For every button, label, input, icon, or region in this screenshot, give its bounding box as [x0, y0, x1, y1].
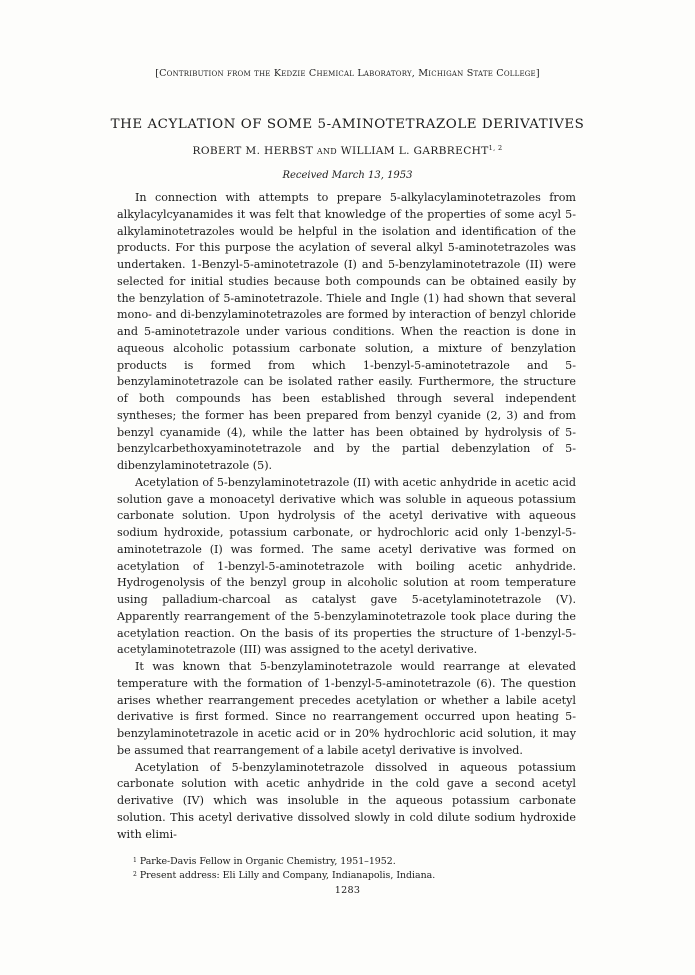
article-title: THE ACYLATION OF SOME 5-AMINOTETRAZOLE DERIVATIVES	[110, 117, 585, 132]
paragraph-2: Acetylation of 5-benzylaminotetrazole (II) with acetic anhydride in acetic acid solution gave a monoacetyl derivative which was soluble in aqueous potassium carbonate solution. Upon hydrolysis of the acetyl derivative with aqueous sodium hydroxide, potassium carbonate, or hydrochloric acid only 1-benzyl-5-aminotetrazole (I) was formed. The same acetyl derivative was formed on acetylation of 1-benzyl-5-aminotetrazole with boiling acetic anhydride. Hydrogenolysis of the benzyl group in alcoholic solution at room temperature using palladium-charcoal as catalyst gave 5-acetylaminotetrazole (V). Apparently rearrangement of the 5-benzylaminotetrazole took place during the acetylation reaction. On the basis of its properties the structure of 1-benzyl-5-acetylaminotetrazole (III) was assigned to the acetyl derivative.	[117, 475, 576, 657]
paragraph-4: Acetylation of 5-benzylaminotetrazole dissolved in aqueous potassium carbonate solution with acetic anhydride in the cold gave a second acetyl derivative (IV) which was insoluble in the aqueous potassium carbonate solution. This acetyl derivative dissolved slowly in cold dilute sodium hydroxide with elimi-	[117, 760, 576, 841]
page-number: 1283	[334, 885, 361, 896]
author-conjunction: AND	[316, 147, 337, 156]
footnote-1	[117, 855, 576, 869]
author-garbrecht: WILLIAM L. GARBRECHT	[340, 145, 489, 157]
footnote-text: Parke-Davis Fellow in Organic Chemistry, 1951–1952.	[139, 856, 396, 867]
footnote-mark: 2	[133, 871, 137, 878]
author-herbst: ROBERT M. HERBST	[192, 145, 314, 157]
article-body	[117, 190, 576, 843]
footnote-2	[117, 869, 576, 883]
received-date: Received March 13, 1953	[282, 170, 413, 181]
footnote-mark: 1	[133, 857, 137, 864]
paragraph-1: In connection with attempts to prepare 5-alkylacylaminotetrazoles from alkylacylcyanamides it was felt that knowledge of the properties of some acyl 5-alkylaminotetrazoles would be helpful in the isolation and identification of the products. For this purpose the acylation of several alkyl 5-aminotetrazoles was undertaken. 1-Benzyl-5-aminotetrazole (I) and 5-benzylaminotetrazole (II) were selected for initial studies because both compounds can be obtained easily by the benzylation of 5-aminotetrazole. Thiele and Ingle (1) had shown that several mono- and di-benzylaminotetrazoles are formed by interaction of benzyl chloride and 5-aminotetrazole under various conditions. When the reaction is done in aqueous alcoholic potassium carbonate solution, a mixture of benzylation products is formed from which 1-benzyl-5-aminotetrazole and 5-benzylaminotetrazole can be isolated rather easily. Furthermore, the structure of both compounds has been established through several independent syntheses; the former has been prepared from benzyl cyanide (2, 3) and from benzyl cyanamide (4), while the latter has been obtained by hydrolysis of 5-benzylcarbethoxyaminotetrazole and by the partial debenzylation of 5-dibenzylaminotetrazole (5).	[117, 191, 576, 472]
contribution-header: [Contribution from the Kedzie Chemical Laboratory, Michigan State College]	[155, 68, 540, 79]
author-line	[60, 145, 635, 157]
paragraph-3: It was known that 5-benzylaminotetrazole would rearrange at elevated temperature with the formation of 1-benzyl-5-aminotetrazole (6). The question arises whether rearrangement precedes acetylation or whether a labile acetyl derivative is first formed. Since no rearrangement occurred upon heating 5-benzylaminotetrazole in acetic acid or in 20% hydrochloric acid solution, it may be assumed that rearrangement of a labile acetyl derivative is involved.	[117, 660, 576, 757]
footnote-text: Present address: Eli Lilly and Company, Indianapolis, Indiana.	[139, 870, 436, 881]
footnotes	[117, 855, 576, 883]
author-footnote-marks: 1, 2	[488, 144, 503, 152]
